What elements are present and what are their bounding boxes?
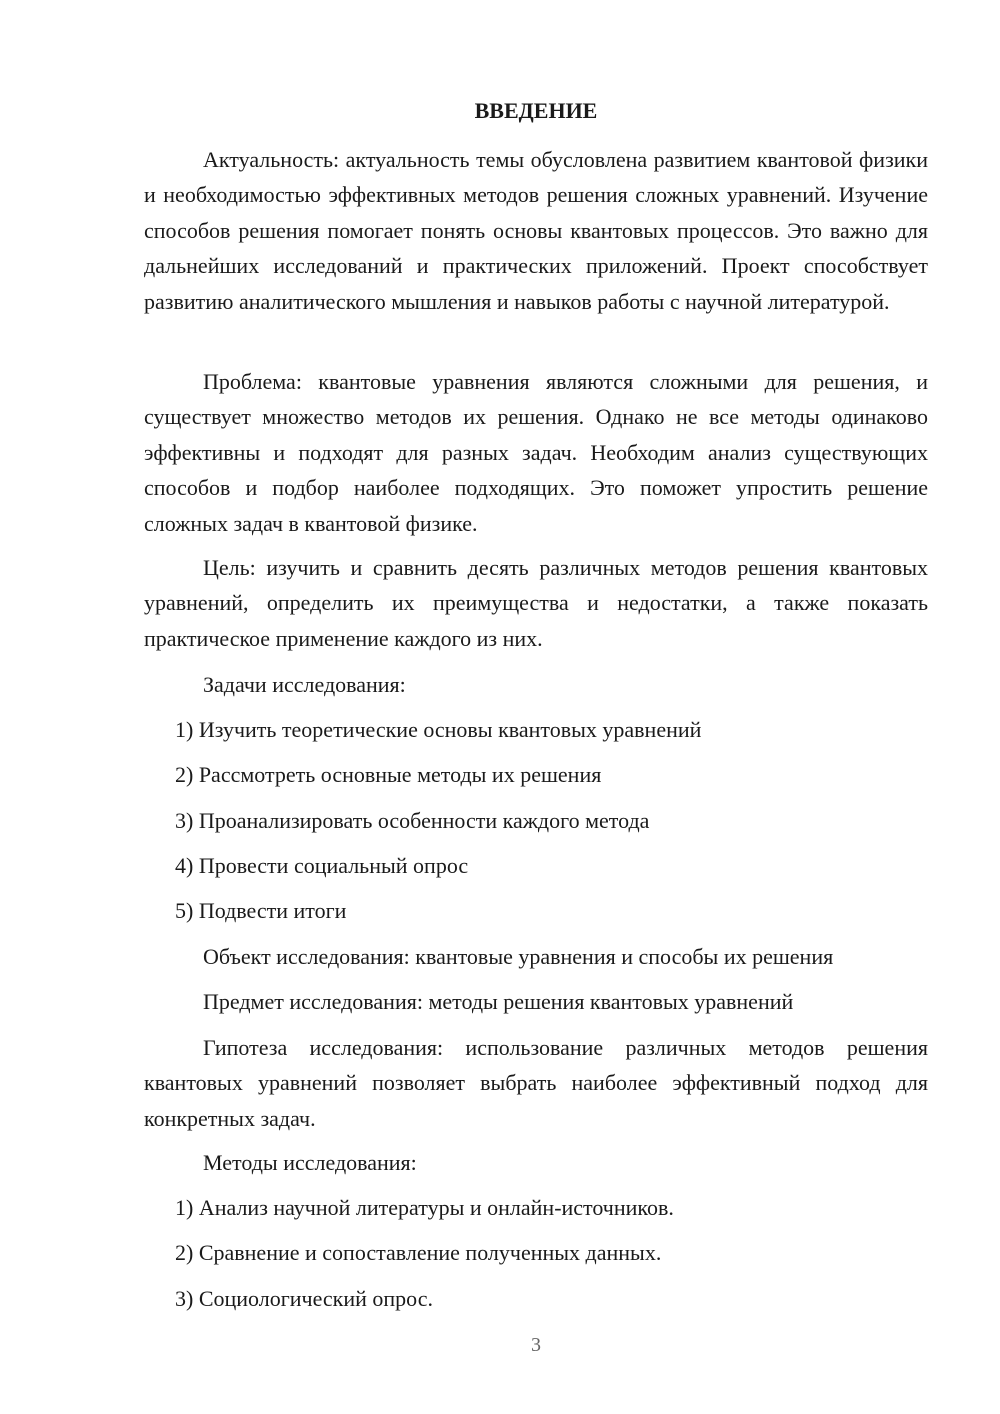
research-object: Объект исследования: квантовые уравнения и способы их решения	[203, 944, 834, 969]
methods-heading: Методы исследования:	[203, 1150, 417, 1175]
method-item: 3) Социологический опрос.	[175, 1286, 433, 1311]
research-subject: Предмет исследования: методы решения квантовых уравнений	[203, 989, 794, 1014]
task-item: 3) Проанализировать особенности каждого метода	[175, 808, 650, 833]
relevance-paragraph: Актуальность: актуальность темы обусловлена развитием квантовой физики и необходимостью эффективных методов решения сложных уравнений. Изучение способов решения помогает понять основы квантовых процессов. Это важно для дальнейших исследований и практических приложений. Проект способствует развитию аналитического мышления и навыков работы с научной литературой.	[144, 147, 928, 314]
task-item: 1) Изучить теоретические основы квантовых уравнений	[175, 717, 702, 742]
page-title: ВВЕДЕНИЕ	[474, 98, 598, 123]
task-item: 2) Рассмотреть основные методы их решения	[175, 762, 602, 787]
tasks-heading: Задачи исследования:	[203, 672, 406, 697]
method-item: 1) Анализ научной литературы и онлайн-источников.	[175, 1195, 674, 1220]
method-item: 2) Сравнение и сопоставление полученных данных.	[175, 1240, 662, 1265]
task-item: 4) Провести социальный опрос	[175, 853, 469, 878]
hypothesis-paragraph: Гипотеза исследования: использование различных методов решения квантовых уравнений позволяет выбрать наиболее эффективный подход для конкретных задач.	[144, 1035, 928, 1131]
goal-paragraph: Цель: изучить и сравнить десять различных методов решения квантовых уравнений, определить их преимущества и недостатки, а также показать практическое применение каждого из них.	[144, 555, 928, 651]
task-item: 5) Подвести итоги	[175, 898, 347, 923]
page-number: 3	[531, 1334, 541, 1356]
problem-paragraph: Проблема: квантовые уравнения являются сложными для решения, и существует множество методов их решения. Однако не все методы одинаково эффективны и подходят для разных задач. Необходим анализ существующих способов и подбор наиболее подходящих. Это поможет упростить решение сложных задач в квантовой физике.	[144, 369, 928, 536]
